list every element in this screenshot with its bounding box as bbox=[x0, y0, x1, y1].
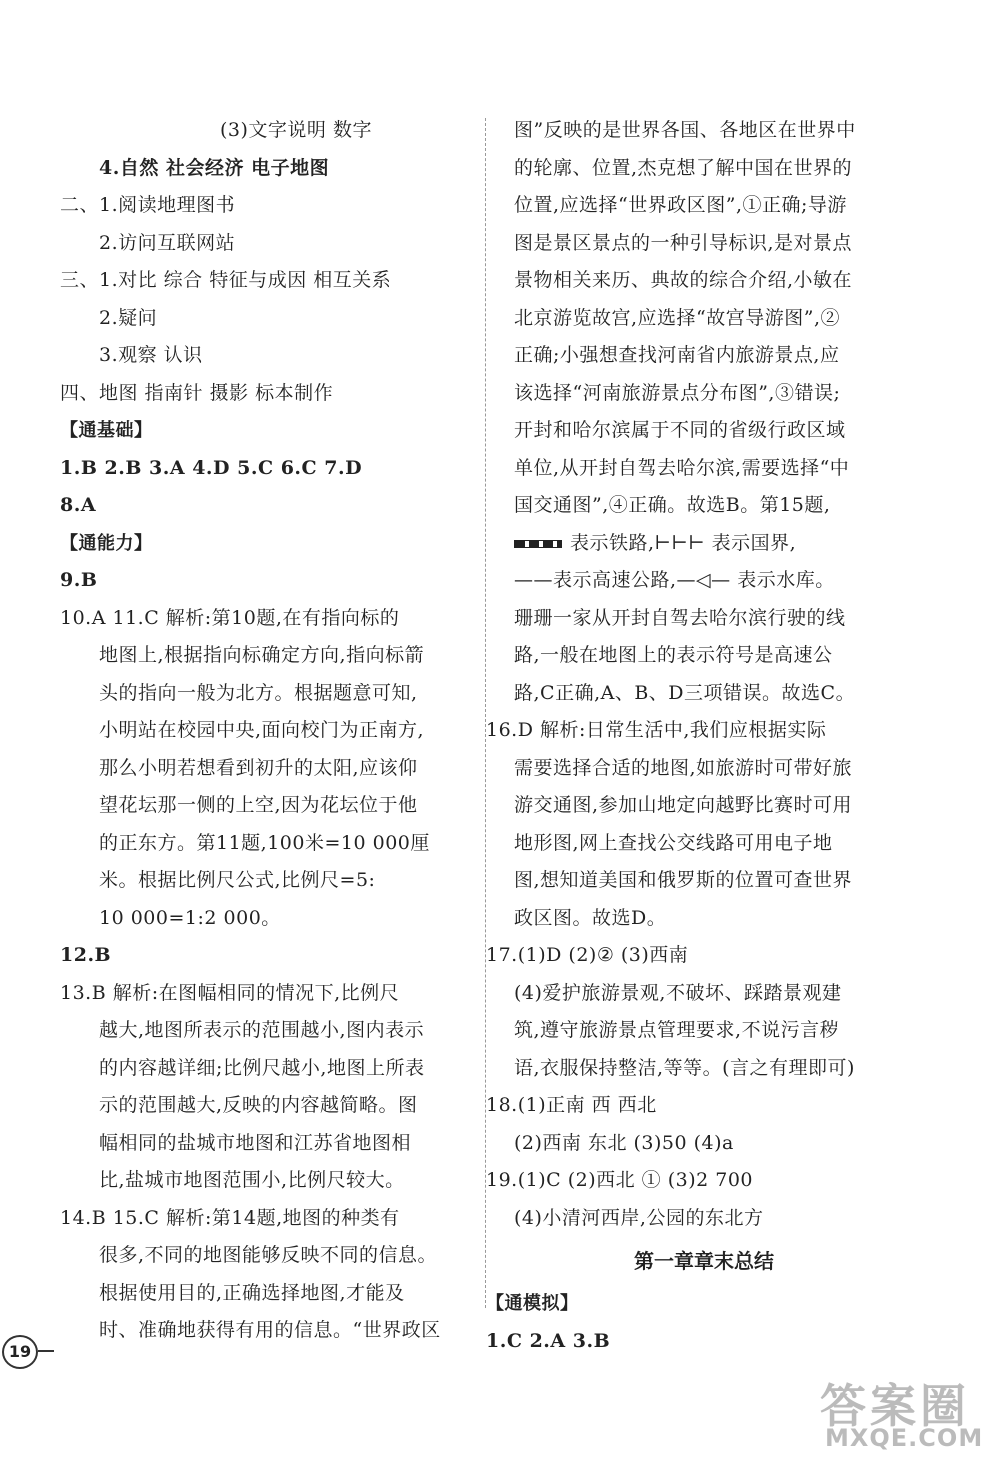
section-header-mock: 【通模拟】 bbox=[486, 1293, 579, 1314]
right-column bbox=[486, 112, 894, 1360]
answer-line: 三、1.对比 综合 特征与成因 相互关系 bbox=[60, 269, 392, 291]
answer-line: ——表示高速公路,—◁— 表示水库。 bbox=[514, 569, 835, 591]
answer-line: 单位,从开封自驾去哈尔滨,需要选择“中 bbox=[514, 456, 850, 479]
watermark-logo: 答案圈 bbox=[820, 1379, 970, 1433]
answer-line: 1.C 2.A 3.B bbox=[486, 1329, 611, 1352]
answer-line: 比,盐城市地图范围小,比例尺较大。 bbox=[99, 1169, 405, 1191]
answer-line: 12.B bbox=[60, 944, 112, 966]
answer-line: 景物相关来历、典故的综合介绍,小敏在 bbox=[514, 269, 853, 291]
answer-line: 4.自然 社会经济 电子地图 bbox=[99, 156, 330, 179]
answer-line: 那么小明若想看到初升的太阳,应该仰 bbox=[99, 756, 418, 779]
answer-line: 小明站在校园中央,面向校门为正南方, bbox=[99, 719, 425, 741]
answer-line: 路,一般在地图上的表示符号是高速公 bbox=[514, 644, 833, 666]
answer-line: 正确;小强想查找河南省内旅游景点,应 bbox=[514, 344, 840, 366]
answer-line: 游交通图,参加山地定向越野比赛时可用 bbox=[514, 794, 853, 816]
railway-symbol-icon bbox=[514, 540, 562, 548]
answer-line: 该选择“河南旅游景点分布图”,③错误; bbox=[514, 381, 841, 404]
page-number-dash bbox=[38, 1350, 54, 1352]
answer-line: 政区图。故选D。 bbox=[514, 906, 667, 929]
page-number: 19 bbox=[2, 1335, 38, 1369]
answer-line: 珊珊一家从开封自驾去哈尔滨行驶的线 bbox=[514, 606, 846, 629]
answer-line: 10.A 11.C 解析:第10题,在有指向标的 bbox=[60, 606, 400, 629]
answer-line: 二、1.阅读地理图书 bbox=[60, 194, 236, 216]
answer-line: 越大,地图所表示的范围越小,图内表示 bbox=[99, 1019, 425, 1041]
answer-line: 示的范围越大,反映的内容越简略。图 bbox=[99, 1094, 418, 1116]
answer-line: 18.(1)正南 西 西北 bbox=[486, 1094, 657, 1116]
answer-line: 的正东方。第11题,100米=10 000厘 bbox=[99, 831, 430, 854]
answer-line: 9.B bbox=[60, 569, 98, 591]
answer-line: 14.B 15.C 解析:第14题,地图的种类有 bbox=[60, 1206, 400, 1229]
legend-line bbox=[514, 525, 894, 563]
answer-line: 筑,遵守旅游景点管理要求,不说污言秽 bbox=[514, 1019, 840, 1041]
answer-line: 13.B 解析:在图幅相同的情况下,比例尺 bbox=[60, 981, 400, 1004]
answer-line: 开封和哈尔滨属于不同的省级行政区域 bbox=[514, 419, 846, 441]
answer-line: 表示铁路,⊢⊢⊢ 表示国界, bbox=[570, 531, 797, 554]
answer-line: 幅相同的盐城市地图和江苏省地图相 bbox=[99, 1131, 412, 1154]
answer-line: 地图上,根据指向标确定方向,指向标箭 bbox=[99, 644, 425, 666]
answer-line: 时、准确地获得有用的信息。“世界政区 bbox=[99, 1319, 441, 1341]
answer-line: 10 000=1:2 000。 bbox=[99, 906, 281, 929]
answer-line: 图是景区景点的一种引导标识,是对景点 bbox=[514, 231, 853, 254]
answer-line: 2.访问互联网站 bbox=[99, 231, 236, 254]
answer-line: 语,衣服保持整洁,等等。(言之有理即可) bbox=[514, 1056, 855, 1079]
answer-line: 路,C正确,A、B、D三项错误。故选C。 bbox=[514, 681, 856, 704]
answer-line: 望花坛那一侧的上空,因为花坛位于他 bbox=[99, 794, 418, 816]
answer-line: 17.(1)D (2)② (3)西南 bbox=[486, 944, 689, 966]
answer-line: (2)西南 东北 (3)50 (4)a bbox=[514, 1131, 734, 1154]
answer-line: 国交通图”,④正确。故选B。第15题, bbox=[514, 494, 831, 516]
answer-line: 四、地图 指南针 摄影 标本制作 bbox=[60, 381, 334, 404]
chapter-summary-title: 第一章章末总结 bbox=[634, 1249, 774, 1273]
answer-line: 根据使用目的,正确选择地图,才能及 bbox=[99, 1281, 405, 1304]
answer-line: 图”反映的是世界各国、各地区在世界中 bbox=[514, 119, 856, 141]
section-header-ability: 【通能力】 bbox=[60, 532, 153, 554]
answer-line: 2.疑问 bbox=[99, 306, 158, 329]
answer-line: 的内容越详细;比例尺越小,地图上所表 bbox=[99, 1056, 425, 1079]
answer-line: 需要选择合适的地图,如旅游时可带好旅 bbox=[514, 756, 853, 779]
answer-line: 头的指向一般为北方。根据题意可知, bbox=[99, 681, 418, 704]
answer-line: (4)小清河西岸,公园的东北方 bbox=[514, 1206, 764, 1229]
left-column bbox=[60, 112, 470, 1350]
answer-line: 3.观察 认识 bbox=[99, 344, 203, 366]
answer-line: 位置,应选择“世界政区图”,①正确;导游 bbox=[514, 194, 847, 216]
answer-line: 北京游览故宫,应选择“故宫导游图”,② bbox=[514, 306, 841, 329]
answer-line: (4)爱护旅游景观,不破坏、踩踏景观建 bbox=[514, 981, 842, 1004]
answer-line: 地形图,网上查找公交线路可用电子地 bbox=[514, 831, 833, 854]
answer-line: 图,想知道美国和俄罗斯的位置可查世界 bbox=[514, 869, 853, 891]
answer-line: (3)文字说明 数字 bbox=[220, 119, 372, 141]
answer-line: 1.B 2.B 3.A 4.D 5.C 6.C 7.D bbox=[60, 456, 363, 479]
answer-line: 19.(1)C (2)西北 ① (3)2 700 bbox=[486, 1169, 754, 1191]
answer-line: 的轮廓、位置,杰克想了解中国在世界的 bbox=[514, 156, 853, 179]
watermark-url: MXQE.COM bbox=[825, 1424, 984, 1452]
section-header-basic: 【通基础】 bbox=[60, 420, 153, 441]
answer-line: 16.D 解析:日常生活中,我们应根据实际 bbox=[486, 719, 827, 741]
answer-line: 很多,不同的地图能够反映不同的信息。 bbox=[99, 1244, 438, 1266]
answer-line: 8.A bbox=[60, 494, 97, 516]
answer-line: 米。根据比例尺公式,比例尺=5: bbox=[99, 869, 376, 891]
